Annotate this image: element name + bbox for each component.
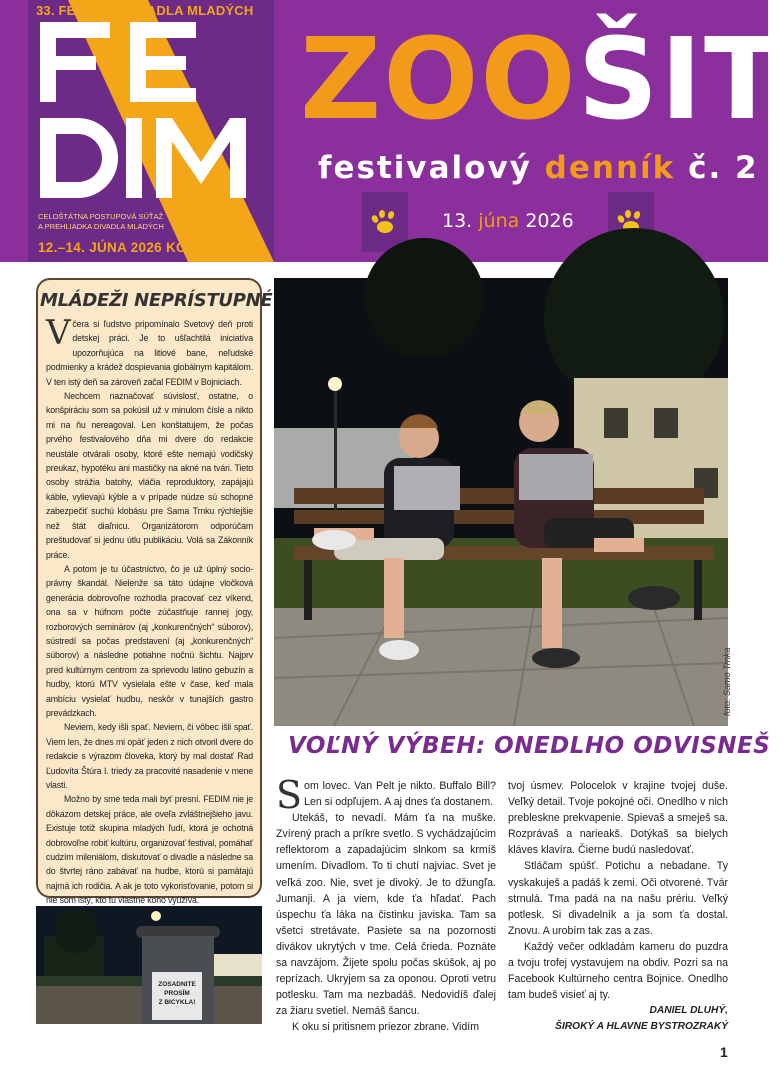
- article-paragraph: Som lovec. Van Pelt je nikto. Buffalo Bill? Len si odpľujem. A aj dnes ťa dostanem.: [276, 773, 496, 817]
- editorial-box: [36, 278, 273, 906]
- masthead: [0, 0, 782, 262]
- article-column-2: [508, 778, 728, 1035]
- article-author: DANIEL DLUHÝ, ŠIROKÝ A HLAVNE BYSTROZRAKÝ: [555, 1005, 728, 1033]
- editorial-paragraph: Včera si ľudstvo pripomínalo Svetový deň proti detskej práci. Je to ušľachtilá iniciatíva upozorňujúca na litiové bane, neľudské podmienky a krádež dospievania globálnym kapitálom. V ten istý deň sa zároveň začal FEDIM v Bojniciach.: [46, 313, 253, 387]
- article-paragraph: Stláčam spúšť. Potichu a nebadane. Ty vyskakuješ a padáš k zemi. Oči otvorené. Tvár strnulá. Tma padá na na našu prériu. Veľký potlesk. Si divadelník a ja som ťa dostal. Znovu. A urobím tak zas a zas.: [508, 860, 728, 937]
- night-street-photo: [36, 906, 262, 1024]
- editorial-paragraph: Neviem, kedy išli spať. Neviem, či vôbec išli spať. Viem len, že dnes mi opäť jeden z nich otvoril dvere do redakcie s výrazom človeka, ktorý by mal dostať Rad Ľudovíta Štúra I. triedy za pracovité nasadenie v mene vlasti.: [46, 722, 253, 790]
- editorial-paragraph: A potom je tu účastníctvo, čo je už úplný socio-právny škandál. Nielenže sa táto údajne vločková generácia dobrovoľne rozhodla pracovať cez víkend, ona sa v húfnom počte zúčastňuje rannej jogy, rozborových seminárov (aj „konkurenčných“ súborov), sústredí sa počas predstavení (aj „konkurenčných“ súborov) a následne potiahne nočnú šichtu. Najprv pred kultúrnym centrom za sprievodu latino gebuzín a hudby, ktorú MTV vysielala ešte v čase, keď mala ambíciu vysielať hudbu, neskôr v tunajších gastro prevádzkach.: [46, 563, 253, 718]
- festival-line: 33. FESTIVAL DIVADLA MLADÝCH: [36, 3, 254, 18]
- fedim-tagline: CELOŠTÁTNA POSTUPOVÁ SÚŤAŽ A PREHLIADKA DIVADLA MLADÝCH: [38, 212, 164, 231]
- article-paragraph: Každý večer odkladám kameru do puzdra a tvoju trofej vystavujem na obdiv. Pozri sa na Facebook Kultúrneho centra Bojnice. Onedlho tam budeš visieť aj ty.: [508, 940, 728, 1002]
- page-number: 1: [720, 1044, 728, 1060]
- drop-cap: S: [276, 773, 303, 817]
- bench-photo: [274, 278, 728, 726]
- fedim-logo: [38, 22, 248, 212]
- editorial-body: [38, 313, 260, 908]
- editorial-paragraph: Nechcem naznačovať súvislosť, ostatne, o konšpiráciu som sa pokúsil už v minulom čísle a nikto mi na ňu nereagoval. Len konštatujem, že počas prvého festivalového dňa mi dvere do redakcie neustále otvárali osoby, ktoré ešte nemajú vodičský preukaz, hypotéku ani mastičky na akné na tvári. Tieto osoby strážia batohy, vláčia reproduktory, zapájajú káble, vylievajú kýble a v prípade núdze sú schopné zabezpečiť suchú klobásu pre Sama Trnku rýchlejšie než štát diaľnicu. Organizátorom odporúčam preštudovať si jednu útlu publikáciu. Volá sa Zákonník práce.: [46, 391, 253, 560]
- fedim-logo-panel: [28, 0, 274, 262]
- article-paragraph: K oku si pritisnem priezor zbrane. Vidím: [292, 1021, 480, 1034]
- bench-photo-illustration: [274, 278, 728, 726]
- article-paragraph: Utekáš, to nevadí. Mám ťa na muške. Zvírený prach a príkre svetlo. S vychádzajúcim reflektorom a zapadajúcim slnkom sa krmíš umením. Divadlom. To ti chutí najviac. Svet je veľká zoo. Nie, svet je divoký. Je to džungľa. Jumanji. A ja viem, kde ťa hľadať. Pach úspechu ťa láka na čistinku javiska. Tam sa všetci stretávate. Pasiete sa na pozornosti divákov ukrytých v tme. Celá črieda. Poznáte sa navzájom. Žijete spolu počas skúšok, aj po reprízach. Ukryjem sa za oponou. Oproti vetru potlesku. Tam ma nezbadáš. Nedovidíš ďalej za žiaru svetiel. Nemáš šancu.: [276, 812, 496, 1018]
- editorial-title: MLÁDEŽI NEPRÍSTUPNÉ: [40, 290, 273, 311]
- night-street-illustration: [36, 906, 262, 1024]
- article-column-1: [276, 773, 496, 1036]
- newspaper-subtitle: festivalový denník č. 2: [318, 150, 759, 186]
- issue-date: 13. júna 2026: [442, 210, 574, 232]
- article-paragraph: tvoj úsmev. Polocelok v krajine tvojej duše. Veľký detail. Tvoje pokojné oči. Onedlho v nich prebleskne prekvapenie. Spievaš a smeješ sa. Rozprávaš a narieakš. Dotýkaš sa bielych kláves klavíra. Čierne budú nasledovať.: [508, 780, 728, 857]
- newspaper-title: ZOOŠIT: [300, 15, 782, 145]
- photo-credit: foto: Samo Trnka: [722, 647, 732, 716]
- festival-dates: 12.–14. JÚNA 2026 KC BOJNICE: [38, 240, 253, 255]
- article-title: VOĽNÝ VÝBEH: ONEDLHO ODVISNEŠ: [288, 733, 771, 759]
- editorial-paragraph: Možno by sme teda mali byť presní. FEDIM nie je dôkazom detskej práce, ale oveľa zvláštnejšieho javu. Existuje totiž skupina mladých ľudí, ktorá je ochotná dobrovoľne robiť kultúru, organizovať festival, pomáhať cudzím mileniálom, diskutovať o divadle a následne sa do štvrtej ráno zabávať na hudbe, ktorú si pamätajú najmä ich rodičia. A ak je toto vykorisťovanie, potom si nie som istý, kto tu vlastne koho využíva.: [46, 792, 253, 907]
- bicycle-sign: ZOSADNITE PROSÍM Z BICYKLA!: [158, 981, 196, 1006]
- drop-cap: V: [46, 313, 71, 353]
